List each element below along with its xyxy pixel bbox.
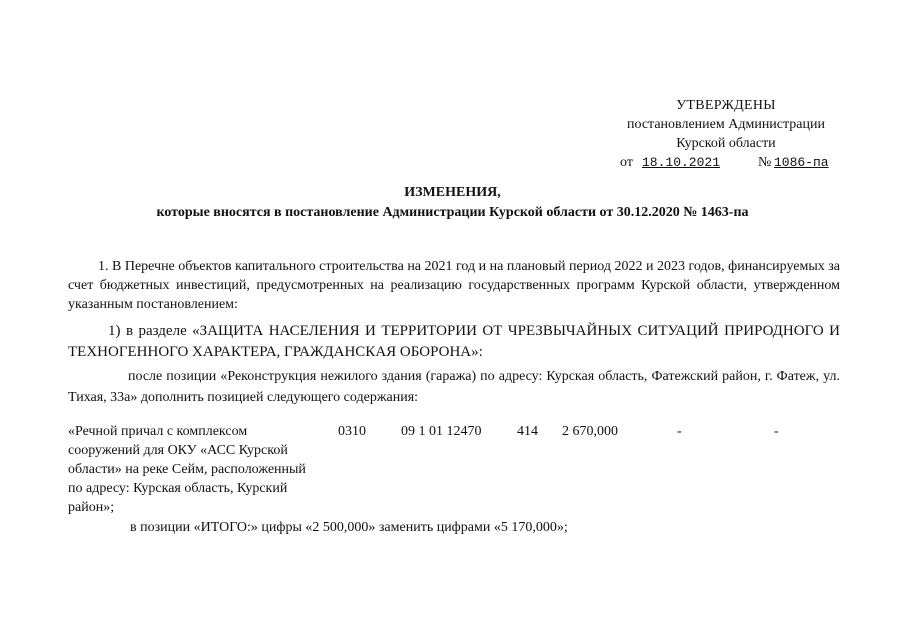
row-amount-2023: -: [774, 424, 779, 439]
date-prefix: от: [620, 155, 633, 170]
row-target-article: 09 1 01 12470: [401, 424, 482, 439]
approval-region: Курской области: [676, 136, 776, 151]
row-expense-type: 414: [517, 424, 538, 439]
row-object-name: «Речной причал с комплексом сооружений для ОКУ «АСС Курской области» на реке Сейм, расположенный по адресу: Курская область, Курский район»;: [68, 424, 306, 515]
subitem-1-paragraph: 1) в разделе «ЗАЩИТА НАСЕЛЕНИЯ И ТЕРРИТОРИИ ОТ ЧРЕЗВЫЧАЙНЫХ СИТУАЦИЙ ПРИРОДНОГО И ТЕХНОГЕННОГО ХАРАКТЕРА, ГРАЖДАНСКАЯ ОБОРОНА»:: [68, 323, 840, 360]
item-1-paragraph: 1. В Перечне объектов капитального строительства на 2021 год и на плановый период 2022 и 2023 годов, финансируемых за счет бюджетных инвестиций, предусмотренных на реализацию государственных программ Курской области, утвержденном указанным постановлением:: [68, 259, 840, 312]
number-prefix: №: [758, 155, 772, 170]
row-amount-2022: -: [677, 424, 682, 439]
document-title: ИЗМЕНЕНИЯ,: [404, 185, 501, 200]
approval-block: [612, 96, 840, 172]
row-section-code: 0310: [338, 424, 366, 439]
approval-date: 18.10.2021: [642, 155, 721, 170]
row-amount-2021: 2 670,000: [562, 424, 618, 439]
approval-number: 1086-па: [774, 155, 829, 170]
approval-heading: УТВЕРЖДЕНЫ: [676, 98, 776, 113]
total-replacement-line: в позиции «ИТОГО:» цифры «2 500,000» заменить цифрами «5 170,000»;: [130, 520, 568, 535]
document-subtitle: которые вносятся в постановление Администрации Курской области от 30.12.2020 № 1463-па: [156, 205, 749, 220]
approval-issuer: постановлением Администрации: [627, 117, 825, 132]
approval-order-line: [612, 153, 840, 172]
after-position-paragraph: после позиции «Реконструкция нежилого здания (гаража) по адресу: Курская область, Фатежский район, г. Фатеж, ул. Тихая, 33а» дополнить позицией следующего содержания:: [68, 369, 840, 405]
